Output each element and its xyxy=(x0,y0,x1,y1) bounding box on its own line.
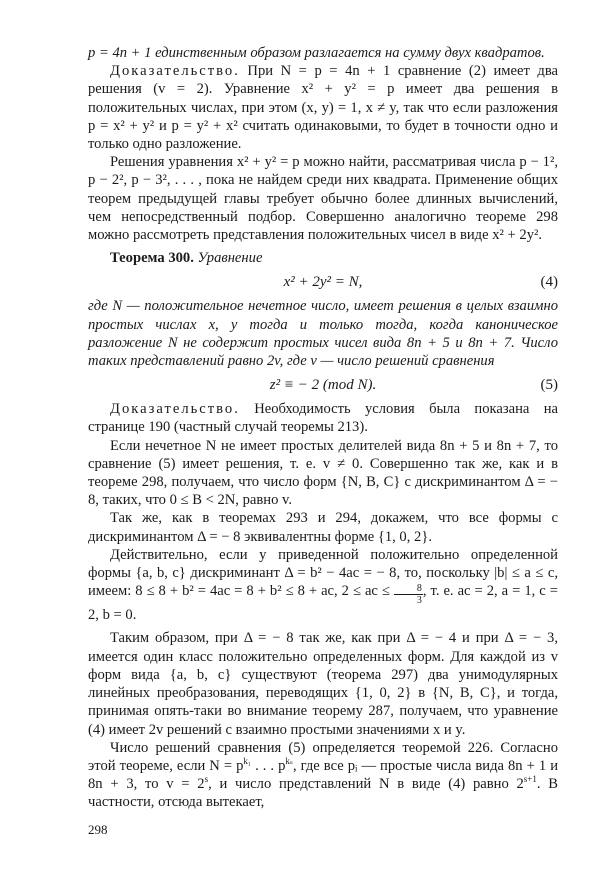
reduced-form-text: Действительно, если у приведенной положительно определенной формы {a, b, c} дискриминант Δ = b² − 4ac = − 8, то, поскольку |b| ≤ a ≤ c, имеем: 8 ≤ 8 + b² = 4ac = 8 + b² ≤ 8 + ac, 2 ≤ ac ≤ xyxy=(88,546,558,600)
exponent-s-plus-1: s+1 xyxy=(523,774,537,785)
theorem-body: где N — положительное нечетное число, имеет решения в целых взаимно простых числах x, y тогда и только тогда, когда каноническое разложение N не содержит простых чисел вида 8n + 5 и 8n + 7. Число таких представлений равно 2v, где v — число решений сравнения xyxy=(88,298,558,370)
fraction-eight-thirds xyxy=(394,583,423,606)
page-number: 298 xyxy=(88,822,108,837)
theorem-lead: Уравнение xyxy=(197,250,263,267)
paragraph-one-class: Таким образом, при Δ = − 8 так же, как при Δ = − 4 и при Δ = − 3, имеется один класс положительно определенных форм. Для каждой из v форм вида {a, b, c} существуют (теорема 297) два унимодулярных линейных преобразования, переводящих {1, 0, 2} в {N, B, C}, и тогда, принимая опять-таки во внимание теорему 287, получаем, что уравнение (4) имеет 2v решений с взаимно простыми значениями x и y. xyxy=(88,630,558,738)
count-text-a: Число решений сравнения (5) определяется теоремой 226. Согласно этой теореме, если N = p xyxy=(88,739,558,774)
paragraph-odd-n: Если нечетное N не имеет простых делителей вида 8n + 5 и 8n + 7, то сравнение (5) имеет решения, т. е. v ≠ 0. Совершенно так же, как и в теореме 298, получаем, что число форм {N, B, C} с дискриминантом Δ = − 8, таких, что 0 ≤ B < 2N, равно v. xyxy=(88,437,558,509)
theorem-heading xyxy=(88,249,558,267)
equation-4-number: (4) xyxy=(540,274,558,291)
proof-1 xyxy=(88,62,558,153)
theorem-label: Теорема 300. xyxy=(110,250,194,267)
paragraph-reduced-form xyxy=(88,546,558,625)
reduced-form-tail: , т. е. ac = 2, a = 1, c = 2, b = 0. xyxy=(88,583,558,624)
count-text-d: , и число представлений N в виде (4) равно 2 xyxy=(208,776,524,793)
proof-2 xyxy=(88,400,558,436)
proof-2-label: Доказательство. xyxy=(110,401,240,418)
paragraph-count xyxy=(88,739,558,812)
paragraph-equivalence: Так же, как в теоремах 293 и 294, докажем, что все формы с дискриминантом Δ = − 8 эквивалентны форме {1, 0, 2}. xyxy=(88,510,558,545)
exponent-k1: k₁ xyxy=(243,756,252,767)
equation-4-formula: x² + 2y² = N, xyxy=(283,274,363,291)
equation-5 xyxy=(88,370,558,400)
exponent-s: s xyxy=(204,774,209,785)
equation-5-formula: z² ≡ − 2 (mod N). xyxy=(269,377,377,394)
count-text-c: , где все pᵢ — простые числа вида 8n + 1 и 8n + 3, то v = 2 xyxy=(88,757,559,793)
fraction-numerator: 8 xyxy=(394,583,423,595)
equation-4 xyxy=(88,267,558,297)
page-body xyxy=(88,44,558,812)
proof-2-body: Необходимость условия была показана на странице 190 (частный случай теоремы 213). xyxy=(88,401,559,436)
fraction-denominator: 3 xyxy=(416,595,422,607)
proof-1-body: При N = p = 4n + 1 сравнение (2) имеет два решения (v = 2). Уравнение x² + y² = p имеет два решения в положительных числах, при этом (x, y) = 1, x ≠ y, так что если разложения p = x² + y² и p = y² + x² считать одинаковыми, то будет в точности одно и только одно разложение. xyxy=(88,63,558,153)
paragraph-solutions: Решения уравнения x² + y² = p можно найти, рассматривая числа p − 1², p − 2², p − 3², . . . , пока не найдем среди них квадрата. Применение общих теорем предыдущей главы требует обычно более длинных вычислений, чем непосредственный подбор. Совершенно аналогично теореме 298 можно рассмотреть представления положительных чисел в виде x² + 2y². xyxy=(88,154,558,244)
count-text-e: . В частности, отсюда вытекает, xyxy=(88,776,559,811)
exponent-ks: kₛ xyxy=(285,756,293,767)
count-text-b: . . . p xyxy=(251,757,286,774)
equation-5-number: (5) xyxy=(540,377,558,394)
intro-line: p = 4n + 1 единственным образом разлагается на сумму двух квадратов. xyxy=(88,45,545,61)
proof-1-label: Доказательство. xyxy=(110,63,240,80)
